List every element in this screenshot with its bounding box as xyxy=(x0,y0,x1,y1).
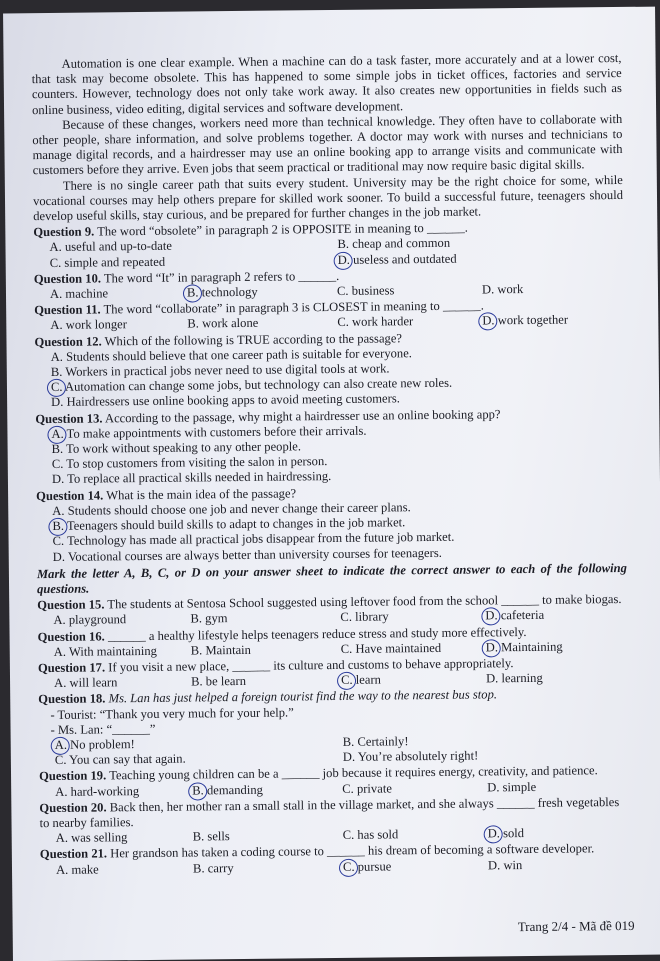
option-letter: C. xyxy=(54,752,67,768)
question-stem: What is the main idea of the passage? xyxy=(103,486,297,503)
question xyxy=(38,623,628,660)
option-letter: A. xyxy=(50,318,63,333)
option-text: Technology has made all practical jobs disappear from the future job market. xyxy=(64,530,455,549)
passage-paragraph-2: Because of these changes, workers need more than technical knowledge. They often have to collaborate with other people, share information, and solve problems together. A doctor may work with nurses and technicians to manage digital records, and a hairdresser may use an online booking app to arrange visits and communicate with customers before they arrive. Even jobs that seem practical or traditional may now require basic digital skills. xyxy=(32,111,623,178)
option-text: work harder xyxy=(348,314,414,330)
answer-option xyxy=(343,747,643,765)
option-letter: C. xyxy=(342,859,355,874)
option-text: No problem! xyxy=(66,737,135,752)
answer-option xyxy=(55,750,343,768)
option-text: learn xyxy=(352,672,382,687)
question xyxy=(34,266,624,303)
answer-option xyxy=(485,607,635,624)
section-instruction: Mark the letter A, B, C, or D on your answer sheet to indicate the correct answer to each of the following questions. xyxy=(36,560,627,597)
option-letter: C. xyxy=(342,827,355,843)
answer-option xyxy=(342,780,487,797)
question-label: Question 10. xyxy=(33,271,102,286)
option-text: Have maintained xyxy=(352,640,442,656)
question xyxy=(39,763,629,800)
question-label: Question 15. xyxy=(37,597,105,613)
question-stem: ______ a healthy lifestyle helps teenagers reduce stress and study more effectively. xyxy=(104,624,527,643)
option-letter: C. xyxy=(52,534,65,549)
answer-option xyxy=(341,672,486,689)
option-text: To stop customers from visiting the salon in person. xyxy=(63,454,328,472)
dialog-line-tourist: - Tourist: “Thank you very much for your help.” xyxy=(50,704,294,722)
option-letter: D. xyxy=(342,749,356,765)
option-letter: D. xyxy=(487,826,500,841)
question-stem: According to the passage, why might a hairdresser use an online booking app? xyxy=(102,406,501,426)
dialog-line-ms-lan: - Ms. Lan: “______” xyxy=(50,721,156,737)
answer-option xyxy=(486,670,636,687)
option-text: hard-working xyxy=(67,783,140,799)
option-text: cheap and common xyxy=(348,236,451,252)
option-text: Teenagers should build skills to adapt to changes in the job market. xyxy=(63,515,406,533)
answer-options xyxy=(33,234,623,271)
answer-option xyxy=(482,312,632,329)
option-letter: C. xyxy=(337,315,349,330)
answer-option xyxy=(55,783,192,800)
option-text: You’re absolutely right! xyxy=(355,748,479,764)
answer-options xyxy=(39,732,629,769)
option-text: playground xyxy=(65,612,127,628)
option-text: Maintain xyxy=(202,642,251,658)
option-text: work together xyxy=(494,312,569,328)
option-text: To work without speaking to any other people. xyxy=(63,439,302,456)
question-block-reading xyxy=(33,219,627,565)
answer-option xyxy=(187,284,337,301)
question-stem: The word “It” in paragraph 2 refers to ______. xyxy=(100,268,340,286)
option-text: Certainly! xyxy=(354,734,409,749)
answer-options xyxy=(36,498,627,565)
answer-option xyxy=(191,642,341,659)
answer-option xyxy=(54,675,191,692)
answer-option xyxy=(338,249,638,267)
answer-option xyxy=(193,828,343,845)
question-label: Question 17. xyxy=(37,660,106,676)
option-letter: D. xyxy=(51,472,65,487)
option-letter: C. xyxy=(336,283,349,299)
answer-option xyxy=(488,825,638,842)
option-letter: A. xyxy=(49,240,62,255)
option-letter: D. xyxy=(487,857,501,872)
option-text: simple and repeated xyxy=(61,254,166,270)
question-label: Question 11. xyxy=(34,302,101,318)
option-letter: B. xyxy=(52,518,65,534)
passage-paragraph-1: Automation is one clear example. When a machine can do a task faster, more accurately and at a lower cost, that task may become obsolete. This has happened to some simple jobs in ticket offices, factories and service counters. However, technology does not only take work away. It also creates new opportunities in fields such as online business, video editing, digital services and software development. xyxy=(31,50,622,117)
question-stem: Back then, her mother ran a small stall in the village market, and she always ______ fresh vegetables to nearby families. xyxy=(39,794,620,831)
option-letter: A. xyxy=(50,349,63,364)
answer-option xyxy=(50,286,187,303)
question-label: Question 13. xyxy=(35,411,103,426)
option-text: has sold xyxy=(354,827,399,842)
option-text: cafeteria xyxy=(497,608,545,623)
question-stem: Teaching young children can be a ______ job because it requires energy, creativity, and patience. xyxy=(106,763,598,783)
option-letter: B. xyxy=(190,674,203,689)
option-text: You can say that again. xyxy=(66,751,186,767)
option-letter: C. xyxy=(342,781,354,796)
option-letter: A. xyxy=(54,737,68,752)
option-text: With maintaining xyxy=(65,643,157,659)
option-letter: D. xyxy=(52,549,66,564)
option-letter: B. xyxy=(186,285,199,300)
option-letter: B. xyxy=(190,643,203,658)
option-text: library xyxy=(351,609,389,625)
question-stem: Her grandson has taken a coding course to ______ his dream of becoming a software developer. xyxy=(106,841,595,861)
option-text: To replace all practical skills needed in hairdressing. xyxy=(64,469,332,487)
answer-option xyxy=(56,861,193,878)
exam-page xyxy=(3,7,660,961)
answer-option xyxy=(191,673,341,690)
answer-option xyxy=(343,827,488,844)
option-text: work xyxy=(494,282,524,297)
option-text: was selling xyxy=(67,830,128,845)
option-letter: B. xyxy=(50,364,63,380)
question xyxy=(39,795,629,847)
option-text: pursue xyxy=(354,858,392,874)
option-letter: C. xyxy=(49,255,62,270)
option-letter: B. xyxy=(192,782,204,798)
option-letter: B. xyxy=(192,829,205,844)
option-letter: A. xyxy=(52,503,65,518)
question-label: Question 18. xyxy=(38,691,106,707)
answer-options xyxy=(35,421,626,488)
question-label: Question 9. xyxy=(33,224,95,240)
option-text: private xyxy=(353,780,392,796)
question-stem: Which of the following is TRUE according to the passage? xyxy=(101,330,403,349)
option-letter: B. xyxy=(342,734,355,749)
option-letter: A. xyxy=(53,675,67,691)
answer-option xyxy=(337,314,482,331)
question-stem: The students at Sentosa School suggested using leftover food from the school ______ to make biogas. xyxy=(104,592,622,612)
option-text: sells xyxy=(204,829,230,844)
option-letter: D. xyxy=(481,282,495,297)
option-letter: D. xyxy=(485,640,499,655)
option-text: make xyxy=(68,862,99,877)
answer-option xyxy=(486,639,636,656)
answer-option xyxy=(487,778,637,795)
option-letter: A. xyxy=(49,286,63,302)
answer-option xyxy=(340,609,485,626)
option-text: will learn xyxy=(66,675,118,690)
option-letter: C. xyxy=(340,610,353,625)
answer-option xyxy=(341,640,486,657)
option-letter: B. xyxy=(51,441,64,457)
question xyxy=(35,406,626,488)
option-text: Automation can change some jobs, but technology can also create new roles. xyxy=(62,376,453,395)
answer-option xyxy=(53,612,190,629)
option-text: work alone xyxy=(198,316,259,331)
option-text: business xyxy=(348,283,395,298)
question-stem: Ms. Lan has just helped a foreign tourist find the way to the nearest bus stop. xyxy=(108,687,498,706)
option-text: Workers in practical jobs never need to use digital tools at work. xyxy=(62,361,390,379)
answer-option xyxy=(56,830,193,847)
answer-option xyxy=(187,315,337,332)
option-text: Students should choose one job and never change their career plans. xyxy=(64,500,411,518)
question xyxy=(40,841,630,878)
option-letter: D. xyxy=(485,608,498,623)
page-content xyxy=(32,51,631,878)
option-text: simple xyxy=(499,779,537,794)
option-letter: B. xyxy=(190,611,203,626)
option-letter: A. xyxy=(55,862,69,877)
option-text: useful and up-to-date xyxy=(61,239,172,255)
option-letter: D. xyxy=(482,313,495,328)
question-label: Question 14. xyxy=(36,488,104,503)
option-text: learning xyxy=(498,670,543,686)
question-stem: If you visit a new place, ______ its culture and customs to behave appropriately. xyxy=(105,656,514,675)
option-letter: B. xyxy=(187,316,199,331)
option-text: win xyxy=(500,857,523,872)
answer-option xyxy=(50,253,338,271)
option-text: Students should believe that one career path is suitable for everyone. xyxy=(62,346,412,364)
option-text: Vocational courses are always better than university courses for teenagers. xyxy=(64,545,442,564)
question-label: Question 19. xyxy=(38,768,107,784)
page-footer: Trang 2/4 - Mã đề 019 xyxy=(517,917,635,934)
option-text: technology xyxy=(198,284,258,300)
option-letter: C. xyxy=(340,641,353,656)
question-label: Question 16. xyxy=(37,628,105,644)
question-stem: The word “collaborate” in paragraph 3 is CLOSEST in meaning to ______. xyxy=(100,298,484,317)
answer-options xyxy=(35,344,626,411)
option-letter: A. xyxy=(53,613,66,628)
question-block-vocabulary xyxy=(39,763,630,878)
question xyxy=(34,329,625,411)
option-text: To make appointments with customers before their arrivals. xyxy=(63,423,367,441)
answer-option xyxy=(54,643,191,660)
option-letter: C. xyxy=(340,672,353,688)
question xyxy=(36,483,627,565)
option-text: useless and outdated xyxy=(349,251,457,267)
option-text: sold xyxy=(499,826,525,841)
option-letter: D. xyxy=(337,252,350,267)
question-label: Question 20. xyxy=(39,800,107,815)
answer-option xyxy=(488,856,638,873)
answer-option xyxy=(192,781,342,798)
answer-option xyxy=(343,858,488,875)
answer-option xyxy=(50,317,187,334)
option-letter: C. xyxy=(50,380,63,395)
option-text: be learn xyxy=(202,674,247,689)
question-stem: The word “obsolete” in paragraph 2 is OPPOSITE in meaning to ______. xyxy=(94,220,468,239)
answer-option xyxy=(190,610,340,627)
question-label: Question 12. xyxy=(34,334,102,349)
question-18 xyxy=(38,686,629,768)
question xyxy=(33,219,623,271)
passage-paragraph-3: There is no single career path that suits every student. University may be the right choice for some, while vocational courses may help others prepare for skilled work sooner. To build a successful future, teenagers should develop useful skills, stay curious, and be prepared for further changes in the job market. xyxy=(32,172,624,224)
answer-option xyxy=(193,859,343,876)
option-letter: A. xyxy=(55,784,68,799)
option-letter: B. xyxy=(337,237,350,252)
option-text: demanding xyxy=(203,782,263,797)
option-text: carry xyxy=(204,860,234,875)
question xyxy=(34,297,624,334)
option-text: Maintaining xyxy=(497,639,563,655)
question xyxy=(37,592,627,629)
answer-option xyxy=(482,281,632,298)
option-letter: A. xyxy=(51,426,64,441)
option-letter: B. xyxy=(192,860,205,876)
question xyxy=(38,655,628,692)
answer-option xyxy=(337,282,482,299)
question-label: Question 21. xyxy=(39,846,108,862)
option-letter: C. xyxy=(51,457,64,472)
option-letter: D. xyxy=(51,395,64,410)
option-text: work longer xyxy=(62,317,128,333)
question-block-grammar xyxy=(37,592,628,691)
option-letter: D. xyxy=(487,779,500,794)
option-text: machine xyxy=(62,286,109,301)
option-text: gym xyxy=(201,611,228,626)
option-text: Hairdressers use online booking apps to avoid meeting customers. xyxy=(63,391,400,410)
option-letter: A. xyxy=(53,644,67,659)
option-letter: A. xyxy=(55,830,69,846)
option-letter: D. xyxy=(485,671,499,686)
